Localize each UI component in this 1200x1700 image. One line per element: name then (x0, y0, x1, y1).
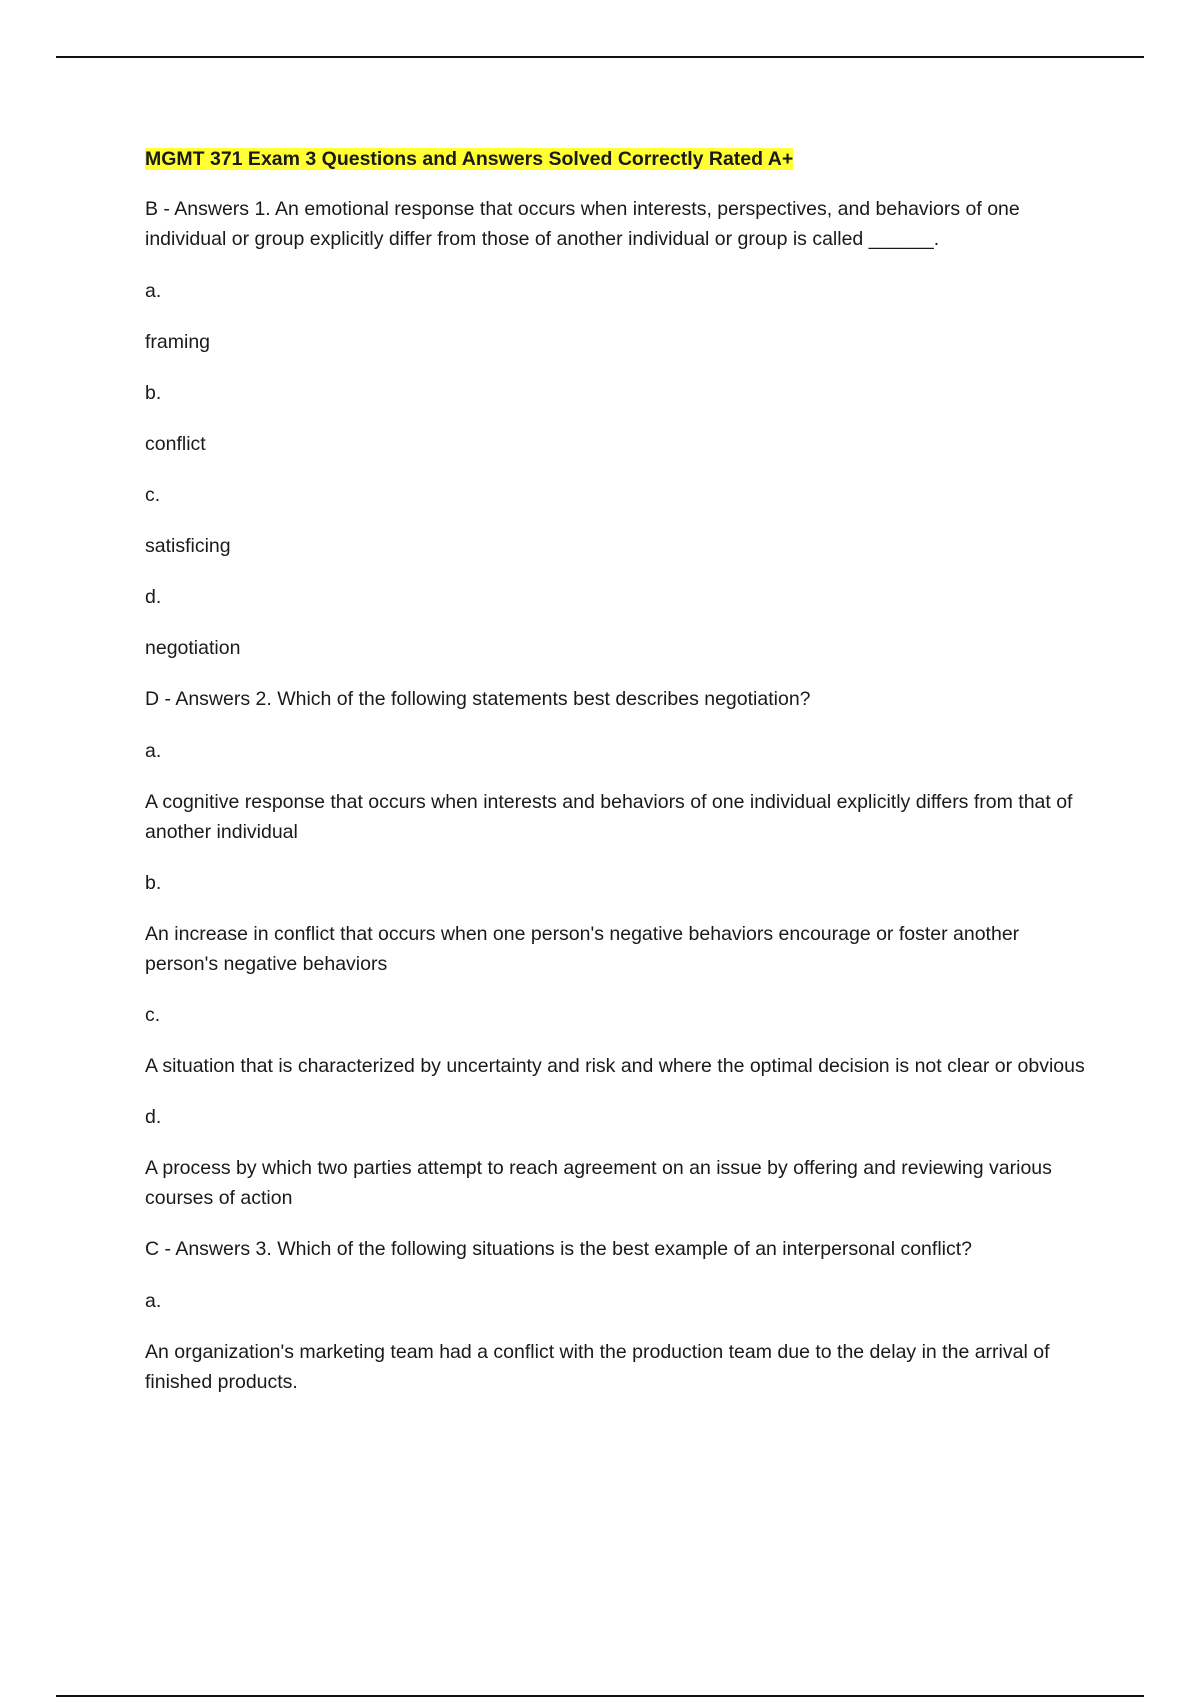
option-text: A situation that is characterized by uncertainty and risk and where the optimal decision is not clear or obvious (145, 1055, 1085, 1077)
option-letter: b. (145, 872, 162, 894)
bottom-rule (56, 1695, 1144, 1697)
option-letter: c. (145, 484, 161, 506)
option-text: satisficing (145, 535, 231, 557)
option-letter: a. (145, 280, 162, 302)
question-1 (145, 194, 1090, 663)
document-body (145, 144, 1090, 1418)
question-stem: C - Answers 3. Which of the following situations is the best example of an interpersonal conflict? (145, 1238, 972, 1260)
option-text: An increase in conflict that occurs when one person's negative behaviors encourage or foster another person's negative behaviors (145, 923, 1020, 975)
question-2 (145, 684, 1090, 1213)
option-letter: d. (145, 1106, 162, 1128)
option-letter: b. (145, 382, 162, 404)
document-title (145, 144, 1090, 174)
option-text: framing (145, 331, 211, 353)
top-rule (56, 56, 1144, 58)
option-letter: a. (145, 740, 162, 762)
question-3 (145, 1234, 1090, 1397)
option-text: conflict (145, 433, 206, 455)
option-text: An organization's marketing team had a conflict with the production team due to the delay in the arrival of finished products. (145, 1341, 1050, 1393)
option-text: negotiation (145, 637, 241, 659)
question-stem: B - Answers 1. An emotional response that occurs when interests, perspectives, and behaviors of one individual or group explicitly differ from those of another individual or group is called ______. (145, 198, 1020, 250)
option-letter: a. (145, 1290, 162, 1312)
option-letter: d. (145, 586, 162, 608)
option-letter: c. (145, 1004, 161, 1026)
option-text: A cognitive response that occurs when interests and behaviors of one individual explicitly differs from that of another individual (145, 791, 1073, 843)
document-title-highlight: MGMT 371 Exam 3 Questions and Answers Solved Correctly Rated A+ (145, 148, 794, 170)
question-stem: D - Answers 2. Which of the following statements best describes negotiation? (145, 688, 811, 710)
option-text: A process by which two parties attempt to reach agreement on an issue by offering and reviewing various courses of action (145, 1157, 1052, 1209)
